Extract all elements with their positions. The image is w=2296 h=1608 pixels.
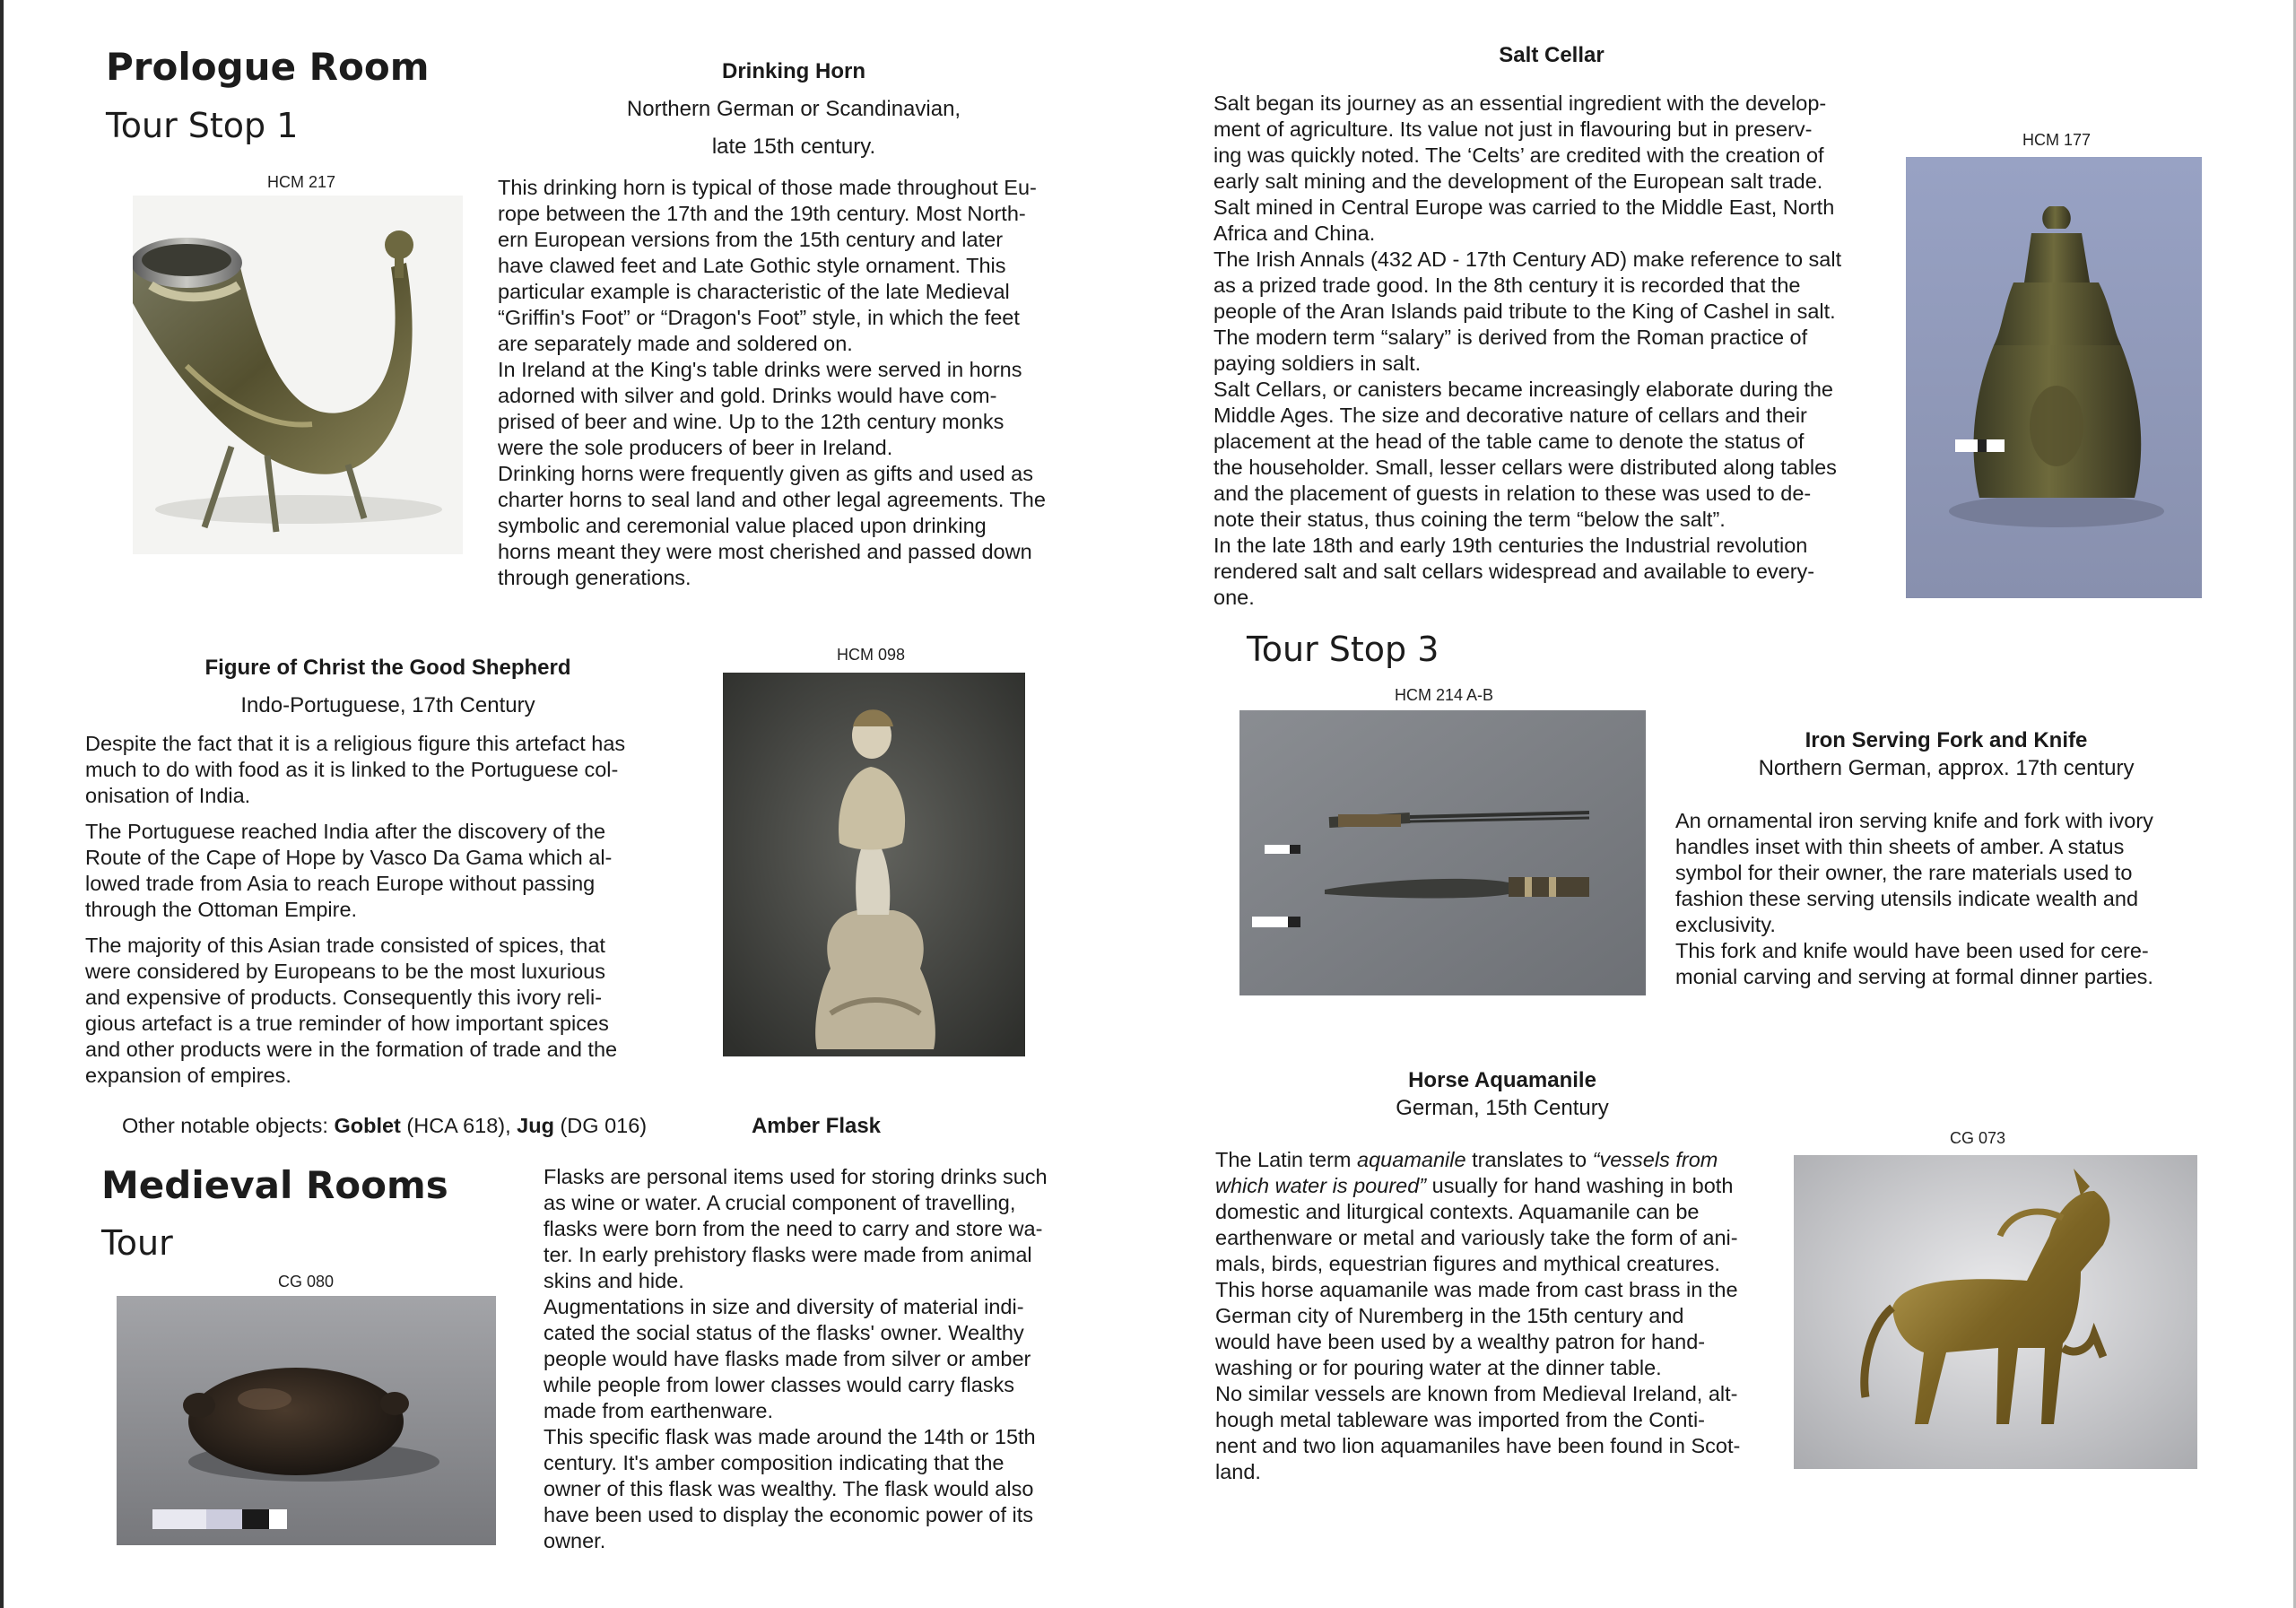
aquamanile-description [1215, 1147, 1798, 1485]
text-line: Middle Ages. The size and decorative nature of cellars and their [1213, 404, 1807, 427]
text-line: The Portuguese reached India after the discovery of the [85, 820, 606, 843]
text-line: have been used to display the economic power of its [544, 1503, 1034, 1526]
text-line: Salt Cellars, or canisters became increasingly elaborate during the [1213, 378, 1833, 401]
jug-code: (DG 016) [553, 1114, 648, 1137]
text-line: people would have flasks made from silver or amber [544, 1347, 1031, 1370]
aquamanile-code: CG 073 [1949, 1129, 2006, 1147]
text-line: have clawed feet and Late Gothic style ornament. This [498, 254, 1006, 277]
text-line: Augmentations in size and diversity of material indi- [544, 1295, 1024, 1318]
text-line: In the late 18th and early 19th centuries the Industrial revolution [1213, 534, 1808, 557]
text-line: were considered by Europeans to be the most luxurious [85, 960, 605, 983]
text-line: particular example is characteristic of the late Medieval [498, 280, 1010, 303]
text-line: Despite the fact that it is a religious figure this artefact has [85, 732, 626, 755]
text-span: usually for hand washing in both [1426, 1174, 1734, 1197]
text-line: symbol for their owner, the rare materials used to [1675, 861, 2133, 884]
amber-flask-code: CG 080 [277, 1273, 335, 1291]
aquamanile-photo [1794, 1155, 2197, 1469]
salt-cellar-photo [1906, 157, 2202, 598]
text-line: adorned with silver and gold. Drinks would have com- [498, 384, 997, 407]
text-line: exclusivity. [1675, 913, 1776, 936]
text-line: domestic and liturgical contexts. Aquamanile can be [1215, 1200, 1700, 1223]
drinking-horn-date: late 15th century. [711, 135, 876, 159]
text-line: ing was quickly noted. The ‘Celts’ are credited with the creation of [1213, 143, 1824, 167]
text-line: Salt mined in Central Europe was carried to the Middle East, North [1213, 196, 1835, 219]
text-line: and the placement of guests in relation to these was used to de- [1213, 482, 1812, 505]
text-line: ter. In early prehistory flasks were made from animal [544, 1243, 1032, 1266]
text-line: monial carving and serving at formal dinner parties. [1675, 965, 2153, 988]
paragraph [85, 731, 695, 809]
amber-flask-title: Amber Flask [751, 1114, 882, 1138]
jug-name: Jug [517, 1114, 554, 1137]
salt-cellar-code: HCM 177 [2022, 131, 2092, 149]
text-line: earthenware or metal and variously take the form of ani- [1215, 1226, 1738, 1249]
text-line: made from earthenware. [544, 1399, 774, 1422]
text-line: rope between the 17th and the 19th century. Most North- [498, 202, 1026, 225]
text-line: ment of agriculture. Its value not just in flavouring but in preserv- [1213, 117, 1813, 141]
text-line: people of the Aran Islands paid tribute to the King of Cashel in salt. [1213, 300, 1836, 323]
text-line: were the sole producers of beer in Ireland. [498, 436, 893, 459]
text-line: are separately made and soldered on. [498, 332, 853, 355]
text-line: century. It's amber composition indicating that the [544, 1451, 1004, 1474]
text-line: expansion of empires. [85, 1064, 291, 1087]
goblet-name: Goblet [334, 1114, 401, 1137]
text-line: The modern term “salary” is derived from the Roman practice of [1213, 326, 1808, 349]
section-title-medieval-rooms: Medieval Rooms [101, 1163, 448, 1207]
text-line: handles inset with thin sheets of amber. A status [1675, 835, 2125, 858]
text-line: German city of Nuremberg in the 15th century and [1215, 1304, 1684, 1327]
fork-knife-photo [1239, 710, 1646, 995]
text-line: land. [1215, 1460, 1261, 1483]
text-line: This horse aquamanile was made from cast brass in the [1215, 1278, 1738, 1301]
text-line: as wine or water. A crucial component of travelling, [544, 1191, 1016, 1214]
text-span: translates to [1465, 1148, 1593, 1171]
christ-figure-title: Figure of Christ the Good Shepherd [204, 656, 571, 680]
text-line: horns meant they were most cherished and passed down [498, 540, 1032, 563]
other-objects-label: Other notable objects: [122, 1114, 335, 1137]
fork-knife-title: Iron Serving Fork and Knife [1805, 728, 2088, 752]
text-line: nent and two lion aquamaniles have been found in Scot- [1215, 1434, 1741, 1457]
text-line: placement at the head of the table came to denote the status of [1213, 430, 1805, 453]
christ-figure-description [85, 731, 695, 1099]
text-line: This drinking horn is typical of those made throughout Eu- [498, 176, 1037, 199]
drinking-horn-description [498, 175, 1117, 591]
text-line: This fork and knife would have been used for cere- [1675, 939, 2149, 962]
text-line [1215, 1173, 1798, 1199]
other-notable-objects [122, 1114, 647, 1138]
text-line: gious artefact is a true reminder of how important spices [85, 1012, 609, 1035]
text-span: aquamanile [1357, 1148, 1466, 1171]
paragraph [85, 819, 695, 923]
text-line: through the Ottoman Empire. [85, 898, 358, 921]
aquamanile-subtitle: German, 15th Century [1396, 1096, 1609, 1120]
text-line: Drinking horns were frequently given as gifts and used as [498, 462, 1033, 485]
christ-figure-subtitle: Indo-Portuguese, 17th Century [240, 693, 535, 717]
text-line: and other products were in the formation of trade and the [85, 1038, 618, 1061]
drinking-horn-title: Drinking Horn [722, 59, 865, 83]
text-line: The majority of this Asian trade consisted of spices, that [85, 934, 605, 957]
christ-figure-photo [723, 673, 1025, 1056]
text-line: The Irish Annals (432 AD - 17th Century AD) make reference to salt [1213, 248, 1842, 271]
text-line: owner of this flask was wealthy. The flask would also [544, 1477, 1034, 1500]
text-line: fashion these serving utensils indicate wealth and [1675, 887, 2139, 910]
text-line: onisation of India. [85, 784, 251, 807]
aquamanile-title: Horse Aquamanile [1408, 1068, 1596, 1092]
section-title-prologue-room: Prologue Room [106, 45, 430, 89]
text-line: through generations. [498, 566, 691, 589]
text-line: Route of the Cape of Hope by Vasco Da Gama which al- [85, 846, 613, 869]
text-line: charter horns to seal land and other legal agreements. The [498, 488, 1046, 511]
text-line: mals, birds, equestrian figures and mythical creatures. [1215, 1252, 1720, 1275]
text-line: lowed trade from Asia to reach Europe without passing [85, 872, 596, 895]
text-line: An ornamental iron serving knife and fork with ivory [1675, 809, 2153, 832]
goblet-code: (HCA 618), [400, 1114, 517, 1137]
tour-heading: Tour [101, 1223, 173, 1263]
drinking-horn-photo [133, 196, 463, 554]
amber-flask-description [544, 1164, 1118, 1554]
text-line: ern European versions from the 15th century and later [498, 228, 1004, 251]
text-line: washing or for pouring water at the dinner table. [1215, 1356, 1662, 1379]
text-line: cated the social status of the flasks' owner. Wealthy [544, 1321, 1024, 1344]
text-line: skins and hide. [544, 1269, 684, 1292]
text-line: early salt mining and the development of the European salt trade. [1213, 169, 1823, 193]
text-line: prised of beer and wine. Up to the 12th century monks [498, 410, 1004, 433]
paragraph [85, 933, 695, 1089]
text-line: one. [1213, 586, 1255, 609]
text-line: In Ireland at the King's table drinks were served in horns [498, 358, 1022, 381]
text-line: symbolic and ceremonial value placed upon drinking [498, 514, 987, 537]
salt-cellar-title: Salt Cellar [1499, 43, 1605, 67]
text-line: as a prized trade good. In the 8th century it is recorded that the [1213, 274, 1801, 297]
drinking-horn-code: HCM 217 [266, 173, 336, 191]
text-line: Flasks are personal items used for storing drinks such [544, 1165, 1048, 1188]
text-line: flasks were born from the need to carry and store wa- [544, 1217, 1043, 1240]
text-line: hough metal tableware was imported from the Conti- [1215, 1408, 1705, 1431]
text-line: “Griffin's Foot” or “Dragon's Foot” style, in which the feet [498, 306, 1020, 329]
text-line: This specific flask was made around the 14th or 15th [544, 1425, 1036, 1448]
tour-stop-3-heading: Tour Stop 3 [1247, 630, 1439, 669]
tour-stop-1-heading: Tour Stop 1 [106, 106, 299, 145]
text-span: which water is poured” [1215, 1174, 1427, 1197]
salt-cellar-description [1213, 91, 1895, 611]
text-span: The Latin term [1215, 1148, 1358, 1171]
text-line: note their status, thus coining the term “below the salt”. [1213, 508, 1726, 531]
text-line: while people from lower classes would carry flasks [544, 1373, 1015, 1396]
text-line: and expensive of products. Consequently this ivory reli- [85, 986, 603, 1009]
text-line: would have been used by a wealthy patron for hand- [1215, 1330, 1706, 1353]
text-line [1215, 1147, 1798, 1173]
amber-flask-photo [117, 1296, 496, 1545]
scan-edge-left [0, 0, 4, 1608]
text-line: No similar vessels are known from Medieval Ireland, alt- [1215, 1382, 1738, 1405]
fork-knife-code: HCM 214 A-B [1394, 686, 1494, 704]
text-line: the householder. Small, lesser cellars were distributed along tables [1213, 456, 1837, 479]
text-line: Salt began its journey as an essential ingredient with the develop- [1213, 91, 1827, 115]
text-line: Africa and China. [1213, 222, 1376, 245]
fork-knife-description [1675, 808, 2222, 990]
text-span: “vessels from [1592, 1148, 1718, 1171]
text-line: paying soldiers in salt. [1213, 352, 1422, 375]
fork-knife-subtitle: Northern German, approx. 17th century [1758, 756, 2135, 780]
text-line: owner. [544, 1529, 606, 1552]
christ-figure-code: HCM 098 [836, 646, 906, 664]
text-line: rendered salt and salt cellars widespread and available to every- [1213, 560, 1815, 583]
drinking-horn-origin: Northern German or Scandinavian, [626, 97, 961, 121]
text-line: much to do with food as it is linked to the Portuguese col- [85, 758, 619, 781]
